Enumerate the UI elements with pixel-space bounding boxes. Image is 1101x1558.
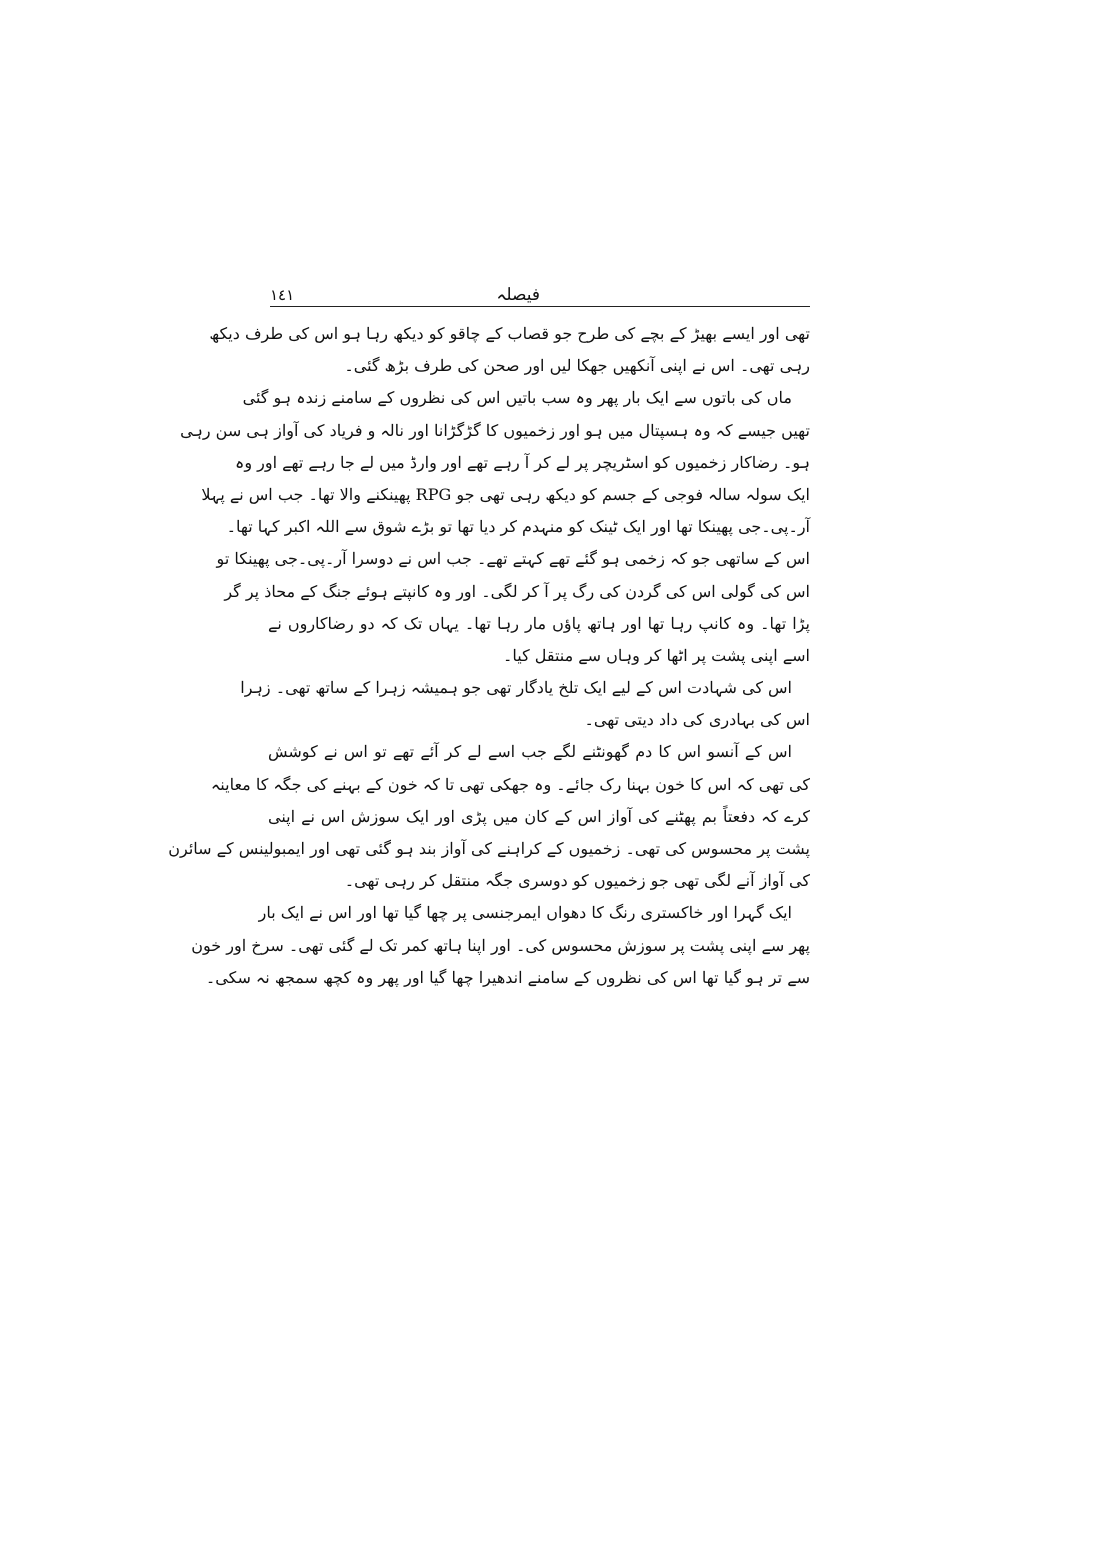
paragraph — [209, 318, 810, 382]
text-line: کرے کہ دفعتاً بم پھٹنے کی آواز اس کے کان میں پڑی اور ایک سوزش اس نے اپنی — [268, 806, 810, 826]
text-line: اس کے ساتھی جو کہ زخمی ہو گئے تھے کہتے تھے۔ جب اس نے دوسرا آر۔پی۔جی پھینکا تو — [216, 549, 810, 569]
paragraph — [191, 897, 810, 994]
text-line: پشت پر محسوس کی تھی۔ زخمیوں کے کراہنے کی آواز بند ہو گئی تھی اور ایمبولینس کے سائرن — [168, 839, 810, 858]
text-line: اسے اپنی پشت پر اٹھا کر وہاں سے منتقل کیا۔ — [502, 645, 810, 665]
text-line: اس کی شہادت اس کے لیے ایک تلخ یادگار تھی جو ہمیشہ زہرا کے ساتھ تھی۔ زہرا — [240, 678, 792, 698]
text-line: ایک گہرا اور خاکستری رنگ کا دھواں ایمرجنسی پر چھا گیا تھا اور اس نے ایک بار — [258, 903, 792, 923]
text-line: کی آواز آنے لگی تھی جو زخمیوں کو دوسری جگہ منتقل کر رہی تھی۔ — [344, 871, 810, 891]
running-header — [270, 284, 810, 306]
paragraph — [180, 382, 810, 672]
text-line: ماں کی باتوں سے ایک بار پھر وہ سب باتیں اس کی نظروں کے سامنے زندہ ہو گئی — [242, 388, 792, 408]
text-line: آر۔پی۔جی پھینکا تھا اور ایک ٹینک کو منہدم کر دیا تھا تو بڑے شوق سے اللہ اکبر کہا تھا۔ — [226, 517, 810, 537]
running-header-title: فیصلہ — [496, 285, 540, 305]
text-line: کی تھی کہ اس کا خون بہنا رک جائے۔ وہ جھکی تھی تا کہ خون کے بہنے کی جگہ کا معاینہ — [210, 774, 810, 794]
text-line: پھر سے اپنی پشت پر سوزش محسوس کی۔ اور اپنا ہاتھ کمر تک لے گئی تھی۔ سرخ اور خون — [191, 935, 810, 955]
text-line: سے تر ہو گیا تھا اس کی نظروں کے سامنے اندھیرا چھا گیا اور پھر وہ کچھ سمجھ نہ سکی۔ — [205, 967, 810, 987]
paragraph — [168, 736, 810, 897]
body-text — [168, 318, 810, 994]
text-line: ایک سولہ سالہ فوجی کے جسم کو دیکھ رہی تھی جو RPG پھینکنے والا تھا۔ جب اس نے پہلا — [201, 484, 810, 504]
page-number: ١٤١ — [270, 286, 295, 304]
paragraph — [240, 672, 810, 736]
text-line: تھی اور ایسے بھیڑ کے بچے کی طرح جو قصاب کے چاقو کو دیکھ رہا ہو اس کی طرف دیکھ — [209, 324, 810, 343]
text-line: پڑا تھا۔ وہ کانپ رہا تھا اور ہاتھ پاؤں مار رہا تھا۔ یہاں تک کہ دو رضاکاروں نے — [268, 613, 810, 633]
text-line: اس کی بہادری کی داد دیتی تھی۔ — [584, 710, 810, 730]
text-line: اس کے آنسو اس کا دم گھونٹنے لگے جب اسے لے کر آئے تھے تو اس نے کوشش — [268, 742, 792, 762]
text-line: رہی تھی۔ اس نے اپنی آنکھیں جھکا لیں اور صحن کی طرف بڑھ گئی۔ — [344, 356, 810, 376]
header-rule — [270, 306, 810, 307]
text-line: اس کی گولی اس کی گردن کی رگ پر آ کر لگی۔ اور وہ کانپتے ہوئے جنگ کے محاذ پر گر — [224, 581, 810, 601]
text-line: ہو۔ رضاکار زخمیوں کو اسٹریچر پر لے کر آ رہے تھے اور وارڈ میں لے جا رہے تھے اور وہ — [234, 452, 810, 472]
text-line: تھیں جیسے کہ وہ ہسپتال میں ہو اور زخمیوں کا گڑگڑانا اور نالہ و فریاد کی آواز ہی سن رہی — [180, 420, 810, 440]
